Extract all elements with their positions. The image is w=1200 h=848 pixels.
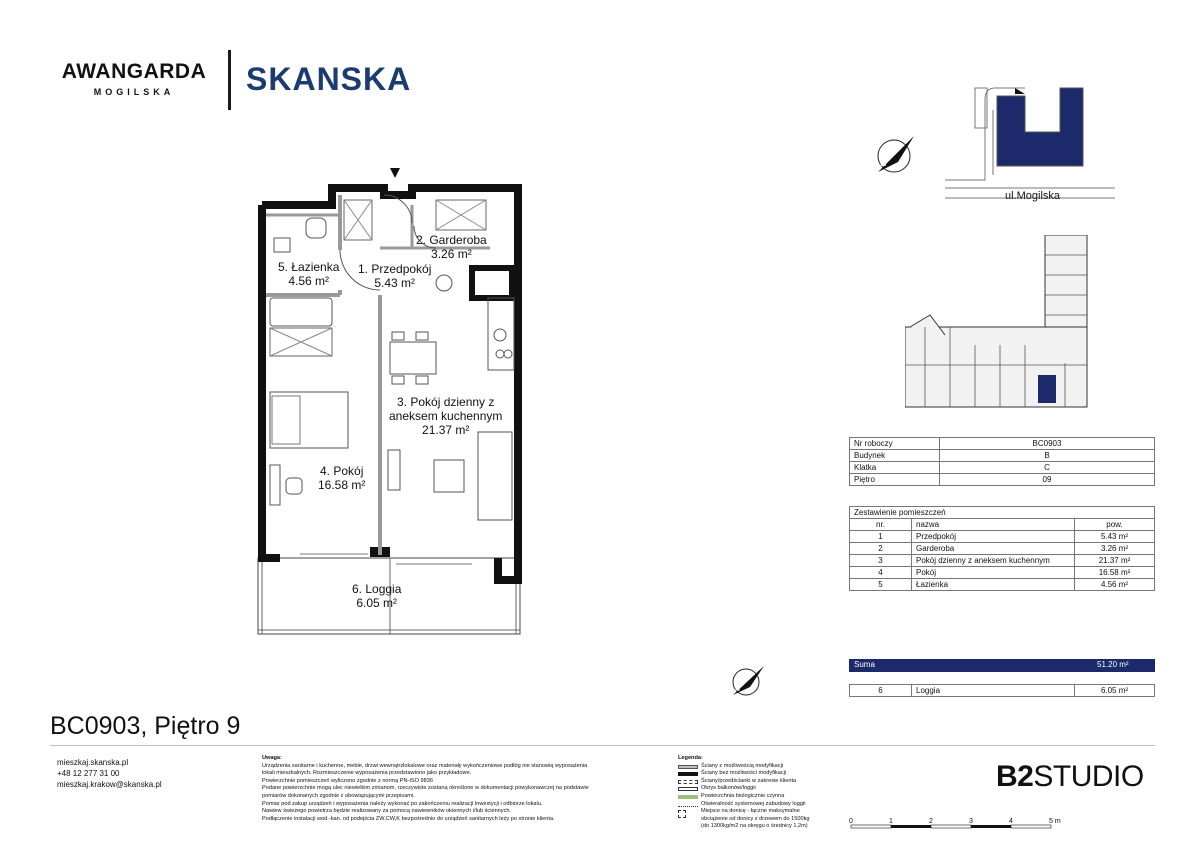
row-name: Przedpokój bbox=[912, 531, 1075, 543]
row-nr: 4 bbox=[850, 567, 912, 579]
legend-label: obciążenie od donicy z drzewem do 1500kg bbox=[701, 815, 810, 822]
legend-label: (do 1300kg/m2 na okręgu o średnicy 1,2m) bbox=[701, 823, 808, 830]
unit-info-key: Budynek bbox=[850, 450, 940, 462]
north-arrow-icon bbox=[870, 130, 926, 178]
legend-item bbox=[678, 816, 838, 824]
room-loggia bbox=[352, 582, 401, 610]
row-name: Łazienka bbox=[912, 579, 1075, 591]
street-label: ul.Mogilska bbox=[1005, 190, 1061, 202]
room-pokoj-dzienny-area: 21.37 m² bbox=[422, 423, 470, 437]
table-row bbox=[850, 543, 1155, 555]
unit-info-key: Nr roboczy bbox=[850, 438, 940, 450]
row-nr: 6 bbox=[850, 685, 912, 697]
scale-tick-label: 3 bbox=[969, 818, 973, 825]
loggia-table bbox=[849, 684, 1155, 697]
unit-info-value: B bbox=[940, 450, 1155, 462]
legend-label: Powierzchnia biologicznie czynna bbox=[701, 792, 785, 799]
b2studio-logo bbox=[996, 760, 1144, 794]
legend-label: Miejsce na donicę - łączne maksymalne bbox=[701, 808, 800, 815]
table-row bbox=[850, 555, 1155, 567]
unit-info-value: C bbox=[940, 462, 1155, 474]
room-garderoba bbox=[416, 233, 487, 261]
unit-info-key: Piętro bbox=[850, 474, 940, 486]
room-pokoj-dzienny-label: 3. Pokój dzienny z bbox=[397, 395, 495, 409]
rooms-summary-title-row bbox=[850, 507, 1155, 519]
legend-label: Otwieralność systemowej zabudowy loggii bbox=[701, 800, 806, 807]
unit-info-key: Klatka bbox=[850, 462, 940, 474]
north-arrow-small-icon bbox=[728, 662, 772, 700]
contact-phone: +48 12 277 31 00 bbox=[57, 769, 120, 778]
notes bbox=[262, 755, 642, 823]
scale-tick-label: 4 bbox=[1009, 818, 1013, 825]
b2studio-bold: B2 bbox=[996, 760, 1034, 793]
row-nr: 3 bbox=[850, 555, 912, 567]
legend-item bbox=[678, 770, 838, 778]
note-line: Urządzenia sanitarne i kuchenne, meble, drzwi wewnątrzlokalowe oraz materiały wykończeniowe podłóg nie stanowią wyposażenia bbox=[262, 762, 588, 769]
note-line: Pomiar pod zakup urządzeń i wyposażenia należy wykonać po zakończeniu realizacji Inwestycji i odbiorze lokalu. bbox=[262, 800, 543, 807]
room-pokoj-dzienny-label2: aneksem kuchennym bbox=[389, 409, 503, 423]
row-area: 16.58 m² bbox=[1075, 567, 1155, 579]
room-garderoba-area: 3.26 m² bbox=[431, 247, 472, 261]
legend-swatch bbox=[678, 795, 698, 799]
legend-label: Ściany/przedścianki w zakresie klienta bbox=[701, 777, 797, 784]
legend-item bbox=[678, 793, 838, 801]
row-nr: 5 bbox=[850, 579, 912, 591]
room-przedpokoj-label: 1. Przedpokój bbox=[358, 262, 432, 276]
table-row bbox=[850, 450, 1155, 462]
brand-name: AWANGARDA bbox=[61, 60, 207, 83]
row-area: 6.05 m² bbox=[1075, 685, 1155, 697]
table-row bbox=[850, 531, 1155, 543]
logo-divider bbox=[228, 50, 231, 110]
room-pokoj bbox=[318, 464, 365, 492]
note-line: Powierzchnie pomieszczeń wyliczono zgodnie z normą PN-ISO 9836 bbox=[262, 777, 433, 784]
building-floor-plan bbox=[905, 235, 1090, 410]
scale-bar bbox=[846, 815, 1076, 845]
svg-text:N: N bbox=[735, 686, 741, 693]
legend-item bbox=[678, 823, 838, 831]
table-row bbox=[850, 474, 1155, 486]
room-pokoj-label: 4. Pokój bbox=[320, 464, 364, 478]
room-lazienka-area: 4.56 m² bbox=[288, 274, 330, 288]
brand-subtitle: MOGILSKA bbox=[93, 87, 175, 97]
row-area: 21.37 m² bbox=[1075, 555, 1155, 567]
sum-bar bbox=[849, 659, 1155, 672]
skanska-logo: SKANSKA bbox=[246, 61, 412, 97]
table-row bbox=[850, 567, 1155, 579]
legend-label: Ściany z możliwością modyfikacji bbox=[701, 762, 784, 769]
legend-item bbox=[678, 785, 838, 793]
header-nr: nr. bbox=[850, 519, 912, 531]
table-row bbox=[850, 579, 1155, 591]
legend-label: Ściany bez możliwości modyfikacji bbox=[701, 770, 787, 777]
svg-text:N: N bbox=[880, 158, 887, 168]
row-name: Garderoba bbox=[912, 543, 1075, 555]
room-pokoj-dzienny bbox=[389, 395, 502, 437]
legend-title: Legenda: bbox=[678, 755, 703, 761]
scale-tick-label: 1 bbox=[889, 818, 893, 825]
header-area: pow. bbox=[1075, 519, 1155, 531]
table-row bbox=[850, 685, 1155, 697]
site-plan bbox=[945, 80, 1115, 205]
room-garderoba-label: 2. Garderoba bbox=[416, 233, 487, 247]
room-lazienka-label: 5. Łazienka bbox=[278, 260, 340, 274]
sum-label: Suma bbox=[854, 660, 875, 669]
note-line: pomiarów dokonanych zgodnie z obowiązującymi przepisami. bbox=[262, 792, 415, 799]
note-line: lokali mieszkalnych. Rozmieszczenie wyposażenia przedstawiono jako przykładowe. bbox=[262, 770, 472, 777]
room-przedpokoj-area: 5.43 m² bbox=[374, 276, 416, 290]
table-row bbox=[850, 462, 1155, 474]
contact-website[interactable]: mieszkaj.skanska.pl bbox=[57, 758, 129, 767]
note-line: Podane powierzchnie mogą ulec niewielkim zmianom, rzeczywiste zostaną określone w dokumentacji powykonawczej na podstawie bbox=[262, 785, 589, 792]
room-pokoj-area: 16.58 m² bbox=[318, 478, 366, 492]
note-line: Podłączenie instalacji wod.-kan. od podejścia ZW,CW,K bezpośrednio do urządzeń sanitarnych leży po stronie klienta. bbox=[262, 815, 555, 822]
room-loggia-label: 6. Loggia bbox=[352, 582, 402, 596]
room-loggia-area: 6.05 m² bbox=[356, 596, 398, 610]
scale-tick-label: 5 m bbox=[1049, 818, 1061, 825]
rooms-summary-title: Zestawienie pomieszczeń bbox=[850, 507, 1155, 519]
scale-tick-label: 0 bbox=[849, 818, 853, 825]
legend bbox=[678, 755, 838, 831]
legend-item bbox=[678, 808, 838, 816]
row-area: 5.43 m² bbox=[1075, 531, 1155, 543]
legend-swatch bbox=[678, 803, 698, 807]
floor-plan bbox=[240, 160, 540, 660]
room-lazienka bbox=[278, 260, 339, 288]
note-line: Nawiew świeżego powietrza będzie realizowany za pomocą nawiewników okiennych i/lub ściennych. bbox=[262, 808, 512, 815]
row-name: Pokój bbox=[912, 567, 1075, 579]
sum-value: 51.20 m² bbox=[1097, 660, 1129, 669]
rooms-summary-table bbox=[849, 506, 1155, 591]
room-przedpokoj bbox=[358, 262, 431, 290]
unit-info-table bbox=[849, 437, 1155, 486]
unit-title: BC0903, Piętro 9 bbox=[50, 712, 241, 740]
rooms-header-row bbox=[850, 519, 1155, 531]
legend-swatch bbox=[678, 772, 698, 776]
header-name: nazwa bbox=[912, 519, 1075, 531]
bottom-divider bbox=[50, 745, 1155, 746]
legend-swatch bbox=[678, 780, 698, 784]
unit-info-value: 09 bbox=[940, 474, 1155, 486]
unit-info-value: BC0903 bbox=[940, 438, 1155, 450]
contact-email[interactable]: mieszkaj.krakow@skanska.pl bbox=[57, 780, 162, 789]
b2studio-rest: STUDIO bbox=[1033, 760, 1144, 793]
table-row bbox=[850, 438, 1155, 450]
legend-swatch bbox=[678, 765, 698, 769]
row-name: Pokój dzienny z aneksem kuchennym bbox=[912, 555, 1075, 567]
row-area: 3.26 m² bbox=[1075, 543, 1155, 555]
legend-label: Obrys balkonów/loggii bbox=[701, 785, 756, 792]
awangarda-logo bbox=[54, 60, 214, 97]
row-nr: 2 bbox=[850, 543, 912, 555]
row-area: 4.56 m² bbox=[1075, 579, 1155, 591]
row-name: Loggia bbox=[912, 685, 1075, 697]
legend-item bbox=[678, 801, 838, 809]
legend-item bbox=[678, 778, 838, 786]
scale-tick-label: 2 bbox=[929, 818, 933, 825]
contact-info bbox=[57, 757, 162, 790]
notes-title: Uwaga: bbox=[262, 755, 282, 761]
row-nr: 1 bbox=[850, 531, 912, 543]
legend-swatch bbox=[678, 787, 698, 791]
